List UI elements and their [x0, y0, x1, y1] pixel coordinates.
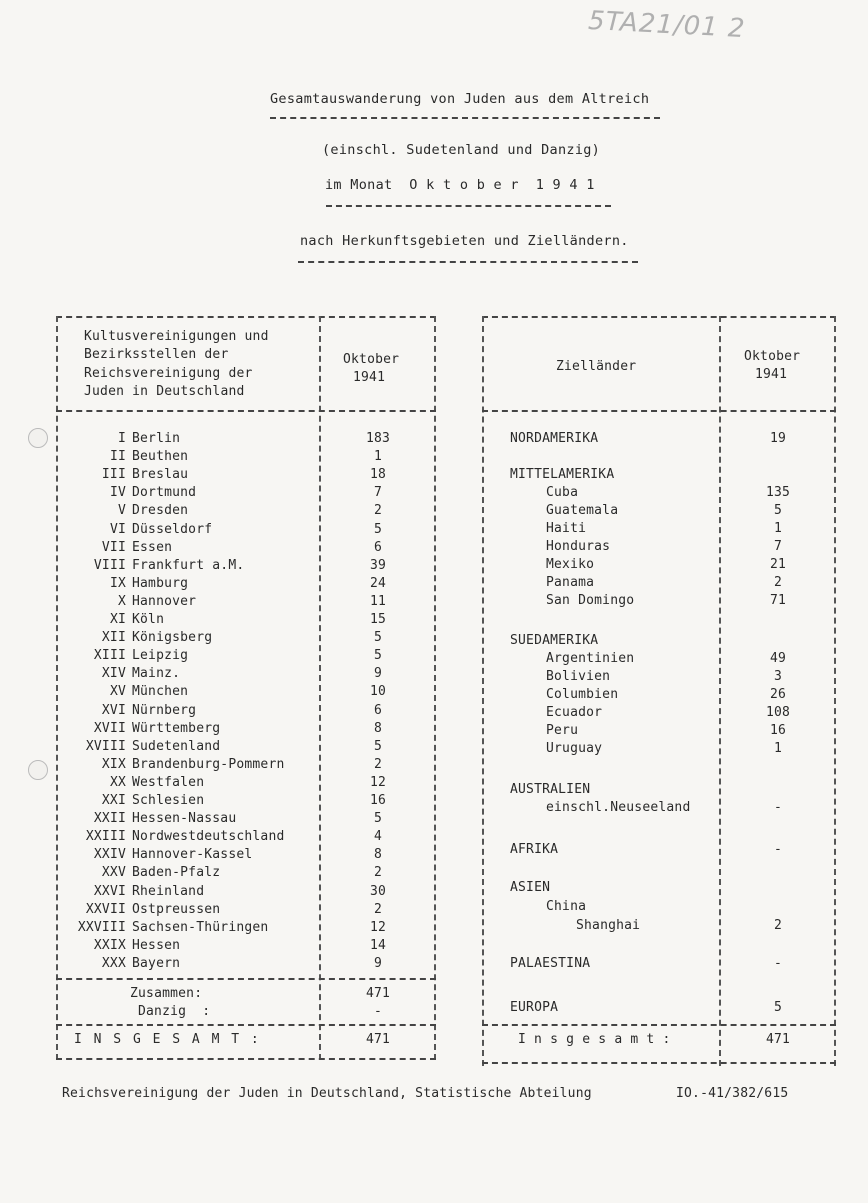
region-number: XXIV: [93, 847, 126, 862]
subtitle-region: (einschl. Sudetenland und Danzig): [322, 142, 601, 158]
destination-value: -: [773, 842, 783, 857]
right-table-right-border: [834, 316, 836, 1066]
destination-country: Guatemala: [546, 503, 619, 518]
region-value: 8: [373, 847, 383, 862]
left-header-month: Oktober: [343, 352, 400, 367]
region-number: XXV: [101, 865, 126, 880]
left-table-column-divider: [319, 316, 321, 1060]
region-name: Mainz.: [132, 666, 181, 681]
destination-value: 21: [769, 557, 787, 572]
region-number: XX: [109, 775, 126, 790]
region-number: II: [109, 449, 126, 464]
region-name: Brandenburg-Pommern: [132, 757, 285, 772]
region-value: 2: [373, 902, 383, 917]
left-sum-rule: [56, 978, 436, 980]
destination-region: AFRIKA: [510, 842, 559, 857]
region-value: 2: [373, 503, 383, 518]
destination-value: 2: [773, 918, 783, 933]
region-number: XVI: [101, 703, 126, 718]
left-table-right-border: [434, 316, 436, 1060]
destination-region: MITTELAMERIKA: [510, 467, 615, 482]
document-title: Gesamtauswanderung von Juden aus dem Altreich: [270, 91, 650, 107]
region-number: XXX: [101, 956, 126, 971]
left-header-line-4: Juden in Deutschland: [84, 384, 245, 399]
left-table-top-rule: [56, 316, 436, 318]
right-table-left-border: [482, 316, 484, 1066]
region-value: 6: [373, 703, 383, 718]
left-header-rule: [56, 410, 436, 412]
destination-value: 108: [765, 705, 791, 720]
region-number: VI: [109, 522, 126, 537]
right-header-month: Oktober: [744, 349, 801, 364]
region-value: 183: [365, 431, 391, 446]
left-total-rule-top: [56, 1024, 436, 1026]
region-value: 9: [373, 956, 383, 971]
right-total-value: 471: [765, 1032, 791, 1047]
region-name: Dortmund: [132, 485, 197, 500]
region-number: XXVIII: [77, 920, 126, 935]
region-number: VIII: [93, 558, 126, 573]
region-name: Baden-Pfalz: [132, 865, 221, 880]
region-value: 39: [369, 558, 387, 573]
sum-label: Zusammen:: [130, 986, 203, 1001]
region-number: XI: [109, 612, 126, 627]
region-value: 18: [369, 467, 387, 482]
destination-value: 26: [769, 687, 787, 702]
region-number: XII: [101, 630, 126, 645]
region-value: 30: [369, 884, 387, 899]
region-number: IX: [109, 576, 126, 591]
region-value: 14: [369, 938, 387, 953]
left-header-line-3: Reichsvereinigung der: [84, 366, 253, 381]
right-header-label: Zielländer: [556, 359, 637, 374]
region-value: 7: [373, 485, 383, 500]
region-name: Hannover-Kassel: [132, 847, 253, 862]
region-number: XVII: [93, 721, 126, 736]
destination-value: 135: [765, 485, 791, 500]
region-number: III: [101, 467, 126, 482]
punch-hole-bottom: [28, 760, 48, 780]
destination-country: Uruguay: [546, 741, 603, 756]
region-number: IV: [109, 485, 126, 500]
region-name: Düsseldorf: [132, 522, 213, 537]
region-value: 12: [369, 920, 387, 935]
region-number: XIV: [101, 666, 126, 681]
footer-reference: IO.-41/382/615: [676, 1086, 789, 1101]
region-name: Nordwestdeutschland: [132, 829, 285, 844]
month-underline: [326, 205, 611, 207]
destination-region: EUROPA: [510, 1000, 559, 1015]
region-value: 5: [373, 522, 383, 537]
region-name: Frankfurt a.M.: [132, 558, 245, 573]
destination-region: AUSTRALIEN: [510, 782, 591, 797]
destination-country: Bolivien: [546, 669, 611, 684]
region-number: X: [117, 594, 126, 609]
danzig-value: -: [373, 1004, 383, 1019]
region-name: Hessen-Nassau: [132, 811, 237, 826]
left-header-line-2: Bezirksstellen der: [84, 347, 229, 362]
region-value: 5: [373, 648, 383, 663]
destination-country: einschl.Neuseeland: [546, 800, 691, 815]
destination-value: -: [773, 800, 783, 815]
title-underline: [270, 117, 660, 119]
left-total-label: I N S G E S A M T :: [74, 1032, 261, 1047]
destination-country: San Domingo: [546, 593, 635, 608]
destination-country: Columbien: [546, 687, 619, 702]
region-name: Hamburg: [132, 576, 189, 591]
region-name: Dresden: [132, 503, 189, 518]
destination-value: 5: [773, 503, 783, 518]
left-total-rule-bottom: [56, 1058, 436, 1060]
right-total-rule-bottom: [482, 1062, 836, 1064]
destination-country: Honduras: [546, 539, 611, 554]
destination-value: 49: [769, 651, 787, 666]
destination-country: Panama: [546, 575, 595, 590]
region-value: 9: [373, 666, 383, 681]
left-header-year: 1941: [353, 370, 386, 385]
region-number: XXVI: [93, 884, 126, 899]
breakdown-underline: [298, 261, 638, 263]
region-name: Köln: [132, 612, 165, 627]
region-name: Leipzig: [132, 648, 189, 663]
right-header-year: 1941: [755, 367, 788, 382]
region-number: XXI: [101, 793, 126, 808]
destination-country: Peru: [546, 723, 579, 738]
right-header-rule: [482, 410, 836, 412]
region-number: XXII: [93, 811, 126, 826]
region-name: Königsberg: [132, 630, 213, 645]
region-name: München: [132, 684, 189, 699]
destination-region: ASIEN: [510, 880, 551, 895]
region-value: 5: [373, 739, 383, 754]
region-number: XV: [109, 684, 126, 699]
region-value: 12: [369, 775, 387, 790]
region-name: Ostpreussen: [132, 902, 221, 917]
region-value: 24: [369, 576, 387, 591]
region-name: Berlin: [132, 431, 181, 446]
destination-value: 5: [773, 1000, 783, 1015]
subtitle-breakdown: nach Herkunftsgebieten und Zielländern.: [300, 233, 629, 249]
region-name: Hannover: [132, 594, 197, 609]
footer-source: Reichsvereinigung der Juden in Deutschland, Statistische Abteilung: [62, 1086, 592, 1101]
region-name: Breslau: [132, 467, 189, 482]
region-name: Schlesien: [132, 793, 205, 808]
region-value: 10: [369, 684, 387, 699]
region-name: Sudetenland: [132, 739, 221, 754]
sum-value: 471: [365, 986, 391, 1001]
region-name: Hessen: [132, 938, 181, 953]
region-name: Westfalen: [132, 775, 205, 790]
destination-region: PALAESTINA: [510, 956, 591, 971]
destination-value: 3: [773, 669, 783, 684]
destination-value: 7: [773, 539, 783, 554]
region-number: XIII: [93, 648, 126, 663]
destination-region: SUEDAMERIKA: [510, 633, 599, 648]
left-total-value: 471: [365, 1032, 391, 1047]
destination-country: Cuba: [546, 485, 579, 500]
destination-country: Haiti: [546, 521, 587, 536]
destination-value: 16: [769, 723, 787, 738]
destination-country: Shanghai: [576, 918, 641, 933]
region-value: 11: [369, 594, 387, 609]
destination-country: Argentinien: [546, 651, 635, 666]
region-value: 6: [373, 540, 383, 555]
region-number: XXIII: [85, 829, 126, 844]
region-value: 2: [373, 757, 383, 772]
region-name: Essen: [132, 540, 173, 555]
destination-value: 19: [769, 431, 787, 446]
region-number: V: [117, 503, 126, 518]
right-total-label: I n s g e s a m t :: [518, 1032, 671, 1047]
region-number: XIX: [101, 757, 126, 772]
region-value: 16: [369, 793, 387, 808]
left-header-line-1: Kultusvereinigungen und: [84, 329, 269, 344]
region-value: 8: [373, 721, 383, 736]
region-name: Nürnberg: [132, 703, 197, 718]
destination-value: -: [773, 956, 783, 971]
region-name: Sachsen-Thüringen: [132, 920, 269, 935]
destination-country: China: [546, 899, 587, 914]
destination-value: 1: [773, 521, 783, 536]
region-value: 15: [369, 612, 387, 627]
danzig-label: Danzig :: [138, 1004, 211, 1019]
region-name: Bayern: [132, 956, 181, 971]
destination-region: NORDAMERIKA: [510, 431, 599, 446]
region-number: XXIX: [93, 938, 126, 953]
region-value: 5: [373, 630, 383, 645]
archive-stamp: 5TA21/01 2: [587, 5, 747, 45]
region-value: 2: [373, 865, 383, 880]
destination-value: 1: [773, 741, 783, 756]
region-name: Rheinland: [132, 884, 205, 899]
subtitle-month: im Monat O k t o b e r 1 9 4 1: [325, 177, 595, 193]
destination-country: Mexiko: [546, 557, 595, 572]
region-number: XVIII: [85, 739, 126, 754]
region-value: 1: [373, 449, 383, 464]
destination-value: 2: [773, 575, 783, 590]
punch-hole-top: [28, 428, 48, 448]
region-value: 5: [373, 811, 383, 826]
right-table-top-rule: [482, 316, 836, 318]
right-total-rule-top: [482, 1024, 836, 1026]
region-number: XXVII: [85, 902, 126, 917]
region-name: Württemberg: [132, 721, 221, 736]
region-value: 4: [373, 829, 383, 844]
region-name: Beuthen: [132, 449, 189, 464]
destination-country: Ecuador: [546, 705, 603, 720]
destination-value: 71: [769, 593, 787, 608]
region-number: I: [117, 431, 126, 446]
right-table-column-divider: [719, 316, 721, 1066]
region-number: VII: [101, 540, 126, 555]
